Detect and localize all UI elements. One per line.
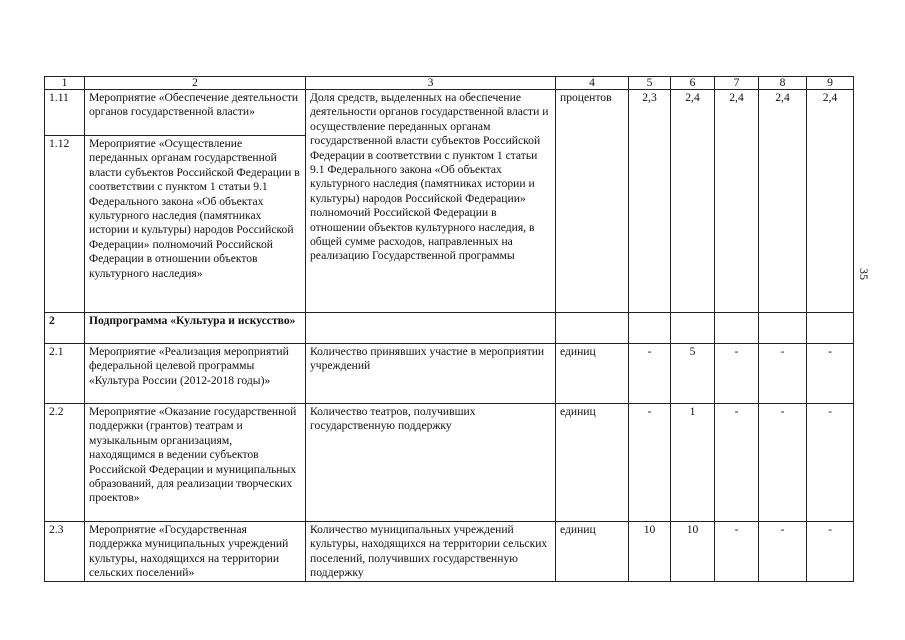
- event-cell: Мероприятие «Реализация мероприятий федеральной целевой программы «Культура России (2012-2018 годы)»: [85, 344, 306, 404]
- empty-cell: [556, 313, 629, 344]
- value-cell: 2,4: [715, 90, 759, 313]
- unit-cell: единиц: [556, 344, 629, 404]
- value-cell: 2,4: [807, 90, 854, 313]
- col-header-4: 4: [556, 77, 629, 90]
- col-header-9: 9: [807, 77, 854, 90]
- value-cell: -: [629, 404, 671, 522]
- indicator-cell: Количество принявших участие в мероприятии учреждений: [306, 344, 556, 404]
- value-cell: 2,4: [759, 90, 807, 313]
- row-number: 1.12: [45, 136, 85, 313]
- table-row: [45, 522, 854, 582]
- table-row: [45, 404, 854, 522]
- col-header-8: 8: [759, 77, 807, 90]
- empty-cell: [715, 313, 759, 344]
- col-header-6: 6: [671, 77, 715, 90]
- value-cell: 10: [629, 522, 671, 582]
- value-cell: -: [807, 522, 854, 582]
- value-cell: 10: [671, 522, 715, 582]
- unit-cell: процентов: [556, 90, 629, 313]
- col-header-7: 7: [715, 77, 759, 90]
- col-header-5: 5: [629, 77, 671, 90]
- page-number: 35: [857, 268, 871, 280]
- event-cell: Мероприятие «Обеспечение деятельности органов государственной власти»: [85, 90, 306, 136]
- row-number: 1.11: [45, 90, 85, 136]
- row-number: 2.1: [45, 344, 85, 404]
- event-cell: Мероприятие «Оказание государственной поддержки (грантов) театрам и музыкальным организациям, находящимся в ведении субъектов Российской Федерации и муниципальных образований, для реализации творческих проектов»: [85, 404, 306, 522]
- row-number: 2: [45, 313, 85, 344]
- table-row: [45, 313, 854, 344]
- unit-cell: единиц: [556, 522, 629, 582]
- empty-cell: [671, 313, 715, 344]
- value-cell: -: [715, 344, 759, 404]
- value-cell: -: [807, 344, 854, 404]
- empty-cell: [306, 313, 556, 344]
- value-cell: 2,4: [671, 90, 715, 313]
- event-cell: Мероприятие «Осуществление переданных органам государственной власти субъектов Российской Федерации в соответствии с пунктом 1 статьи 9.1 Федерального закона «Об объектах культурного наследия (памятниках истории и культуры) народов Российской Федерации» полномочий Российской Федерации в отношении объектов культурного наследия»: [85, 136, 306, 313]
- value-cell: -: [759, 522, 807, 582]
- row-number: 2.3: [45, 522, 85, 582]
- value-cell: -: [715, 404, 759, 522]
- empty-cell: [759, 313, 807, 344]
- value-cell: -: [759, 344, 807, 404]
- value-cell: 1: [671, 404, 715, 522]
- subprogram-title: Подпрограмма «Культура и искусство»: [85, 313, 306, 344]
- value-cell: -: [629, 344, 671, 404]
- event-cell: Мероприятие «Государственная поддержка муниципальных учреждений культуры, находящихся на территории сельских поселений»: [85, 522, 306, 582]
- col-header-2: 2: [85, 77, 306, 90]
- indicator-cell: Количество театров, получивших государственную поддержку: [306, 404, 556, 522]
- table-row: [45, 90, 854, 136]
- program-table: [44, 76, 854, 582]
- col-header-3: 3: [306, 77, 556, 90]
- indicator-cell: Количество муниципальных учреждений культуры, находящихся на территории сельских поселений, получивших государственную поддержку: [306, 522, 556, 582]
- value-cell: -: [807, 404, 854, 522]
- empty-cell: [629, 313, 671, 344]
- value-cell: -: [715, 522, 759, 582]
- column-number-row: [45, 77, 854, 90]
- row-number: 2.2: [45, 404, 85, 522]
- indicator-cell: Доля средств, выделенных на обеспечение деятельности органов государственной власти и осуществление переданных органам государственной власти субъектов Российской Федерации в соответствии с пунктом 1 статьи 9.1 Федерального закона «Об объектах культурного наследия (памятниках истории и культуры) народов Российской Федерации» полномочий Российской Федерации в отношении объектов культурного наследия, в общей сумме расходов, направленных на реализацию Государственной программы: [306, 90, 556, 313]
- empty-cell: [807, 313, 854, 344]
- value-cell: 5: [671, 344, 715, 404]
- value-cell: 2,3: [629, 90, 671, 313]
- col-header-1: 1: [45, 77, 85, 90]
- value-cell: -: [759, 404, 807, 522]
- table-row: [45, 344, 854, 404]
- unit-cell: единиц: [556, 404, 629, 522]
